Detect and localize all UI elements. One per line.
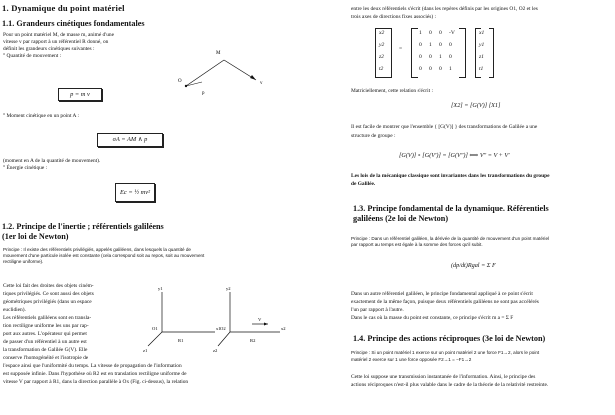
matrix-cell: 1: [449, 66, 452, 72]
vec-right-0: x1: [479, 30, 485, 36]
fig1-label-O: O: [178, 79, 182, 84]
matrix-cell: 0: [439, 30, 442, 36]
matrix-cell: 0: [429, 66, 432, 72]
section-1-3-heading: 1.3. Principe fondamental de la dynamique. Référentiels: [353, 204, 549, 213]
fig2-V: V: [258, 317, 262, 322]
principle-3-line-2: matériel 2 exerce sur 1 une force opposée F2→1 = −F1→2: [351, 357, 472, 362]
vec-left-0: x2: [379, 30, 385, 36]
matrix-note: Matriciellement, cette relation s'écrit :: [351, 88, 433, 94]
fig2-O2: O2: [220, 326, 226, 331]
fig2-z1: z1: [143, 348, 148, 353]
moment-note: (moment en A de la quantité de mouvement).: [3, 158, 101, 164]
principle-2-line-2: par rapport au temps est égale à la somme des forces qu'il subit.: [351, 242, 483, 247]
fig2-x2: x2: [281, 326, 286, 331]
vec-left-1: y2: [379, 42, 385, 48]
sigma-formula-box: σA = AM ∧ p: [97, 133, 163, 147]
inertia-body-10: conserve l'homogénéité et l'isotropie de: [3, 355, 89, 361]
right-intro-2: trois axes de directions fixes associés) :: [351, 14, 437, 20]
intro-line-1: Pour un point matériel M, de masse m, animé d'une: [3, 32, 115, 38]
intro-line-2: vitesse v par rapport à un référentiel R donné, on: [3, 39, 109, 45]
inertia-body-13: vitesse V par rapport à R1, dans la direction parallèle à Ox (Fig. ci-dessus), la relation: [3, 379, 189, 385]
inertia-body-2: tiques privilégiés. Ce sont aussi des objets: [3, 291, 94, 297]
inertia-body-3: géométriques privilégiés (dans un espace: [3, 299, 92, 305]
chapter-title: 1. Dynamique du point matériel: [2, 3, 125, 13]
reciprocal-body-2: actions réciproques n'est-il plus valable dans le cadre de la théorie de la relativité restreinte.: [351, 382, 549, 388]
matrix-cell: 0: [449, 42, 452, 48]
principle-1-line-1: Principe : Il existe des référentiels privilégiés, appelés galiléens, dans lesquels la quantité de: [3, 247, 191, 252]
group-text-1: Il est facile de montrer que l'ensemble { [G(V)] } des transformations de Galilée a une: [351, 124, 538, 130]
section-1-4-heading: 1.4. Principe des actions réciproques (3e loi de Newton): [353, 334, 546, 343]
intro-line-3: définit les grandeurs cinétiques suivantes :: [3, 46, 95, 52]
vec-right-3: t1: [479, 66, 484, 72]
matrix-cell: 0: [439, 42, 442, 48]
principle-3-line-1: Principe : Si un point matériel 1 exerce sur un point matériel 2 une force F1→2, alors le point: [351, 350, 540, 355]
fig1-label-v: v: [260, 81, 263, 86]
vec-left-3: t2: [379, 66, 384, 72]
galilean-matrix-equation: x2 y2 z2 t2 = 1 0 0 -V 0 1 0 0 0 0 1 0 0 0 0 1 x1 y1 z1 t1: [375, 28, 535, 80]
p-formula-box: p = m v: [58, 88, 102, 101]
intro-line-4: ° Quantité de mouvement :: [3, 53, 62, 59]
dyn-body-4: Dans le cas où la masse du point est constante, ce principe s'écrit m a = Σ F: [351, 315, 514, 321]
matrix-cell: 0: [429, 54, 432, 60]
ec-formula-box: Ec = ½ mv²: [115, 183, 155, 202]
dyn-body-3: l'un par rapport à l'autre.: [351, 307, 404, 313]
bold-law-1: Les lois de la mécanique classique sont invariantes dans les transformations du groupe: [351, 173, 550, 179]
matrix-cell: 0: [419, 54, 422, 60]
inertia-body-9: la transformation de Galilée G(V). Elle: [3, 347, 88, 353]
group-eq: [G(V)] ∘ [G(V′)] = [G(V″)] ⟺ V″ = V + V′: [399, 152, 510, 159]
matrix-cell: 1: [419, 30, 422, 36]
section-1-2-heading-2: (1er loi de Newton): [2, 232, 69, 241]
matrix-cell: 1: [429, 42, 432, 48]
matrix-cell: 1: [439, 54, 442, 60]
matrix-eq: [X2] = [G(V)] [X1]: [451, 102, 501, 109]
matrix-cell: -V: [449, 30, 455, 36]
right-intro-1: entre les deux référentiels s'écrit (dans les repères définis par les origines O1, O2 et les: [351, 6, 538, 12]
dyn-body-1: Dans un autre référentiel galiléen, le principe fondamental appliqué à ce point s'écrit: [351, 291, 533, 297]
inertia-body-1: Cette loi fait des droites des objets ciném-: [3, 283, 94, 289]
matrix-cell: 0: [419, 66, 422, 72]
fig2-z2: z2: [213, 348, 218, 353]
principle-1-line-2: mouvement d'une particule isolée est constante (cela correspond soit au repos, soit au mouvement: [3, 253, 205, 258]
fig2-y1: y1: [158, 286, 163, 291]
principle-2-line-1: Principe : Dans un référentiel galiléen, la dérivée de la quantité de mouvement d'un point matériel: [351, 236, 550, 241]
inertia-body-8: de passer d'un référentiel à un autre est: [3, 339, 87, 345]
inertia-body-7: port aux autres. L'opérateur qui permet: [3, 331, 87, 337]
group-text-2: structure de groupe :: [351, 133, 396, 139]
section-1-3-heading-2: galiléens (2e loi de Newton): [353, 214, 449, 223]
inertia-body-11: l'espace ainsi que l'uniformité du temps. La vitesse de propagation de l'information: [3, 363, 182, 369]
reciprocal-body-1: Cette loi suppose une transmission instantanée de l'information. Ainsi, le principe des: [351, 374, 536, 380]
inertia-body-6: tion rectiligne uniforme les uns par rap-: [3, 323, 89, 329]
matrix-cell: 0: [419, 42, 422, 48]
matrix-cell: 0: [439, 66, 442, 72]
vector-figure-1: [172, 44, 272, 99]
fig2-x1: x1: [216, 326, 221, 331]
matrix-cell: 0: [429, 30, 432, 36]
fundamental-formula: (dp/dt)Rgal = Σ F: [451, 262, 496, 269]
section-1-1-heading: 1.1. Grandeurs cinétiques fondamentales: [2, 19, 145, 28]
bold-law-2: de Galilée.: [351, 181, 376, 187]
energy-label: ° Énergie cinétique :: [3, 165, 48, 171]
inertia-body-12: est supposée infinie. Dans l'hypothèse où R2 est en translation rectiligne uniforme de: [3, 371, 187, 377]
matrix-cell: 0: [449, 54, 452, 60]
galilean-frames-figure: [140, 282, 290, 354]
vec-left-2: z2: [379, 54, 384, 60]
vec-right-2: z1: [479, 54, 484, 60]
principle-1-line-3: rectiligne uniforme).: [3, 259, 44, 264]
moment-label: ° Moment cinétique en un point A :: [3, 113, 79, 119]
fig2-y2: y2: [226, 286, 231, 291]
fig2-R2: R2: [250, 338, 256, 343]
vec-right-1: y1: [479, 42, 485, 48]
section-1-2-heading: 1.2. Principe de l'inertie ; référentiels galiléens: [2, 222, 164, 231]
fig1-label-M: M: [216, 51, 221, 56]
fig2-R1: R1: [178, 338, 184, 343]
dyn-body-2: exactement de la même façon, puisque deux référentiels galiléens ne sont pas accélérés: [351, 299, 539, 305]
fig1-label-p: p: [202, 91, 205, 96]
inertia-body-5: Les référentiels galiléens sont en transla-: [3, 315, 92, 321]
inertia-body-4: euclidien).: [3, 307, 26, 313]
fig2-O1: O1: [152, 326, 158, 331]
